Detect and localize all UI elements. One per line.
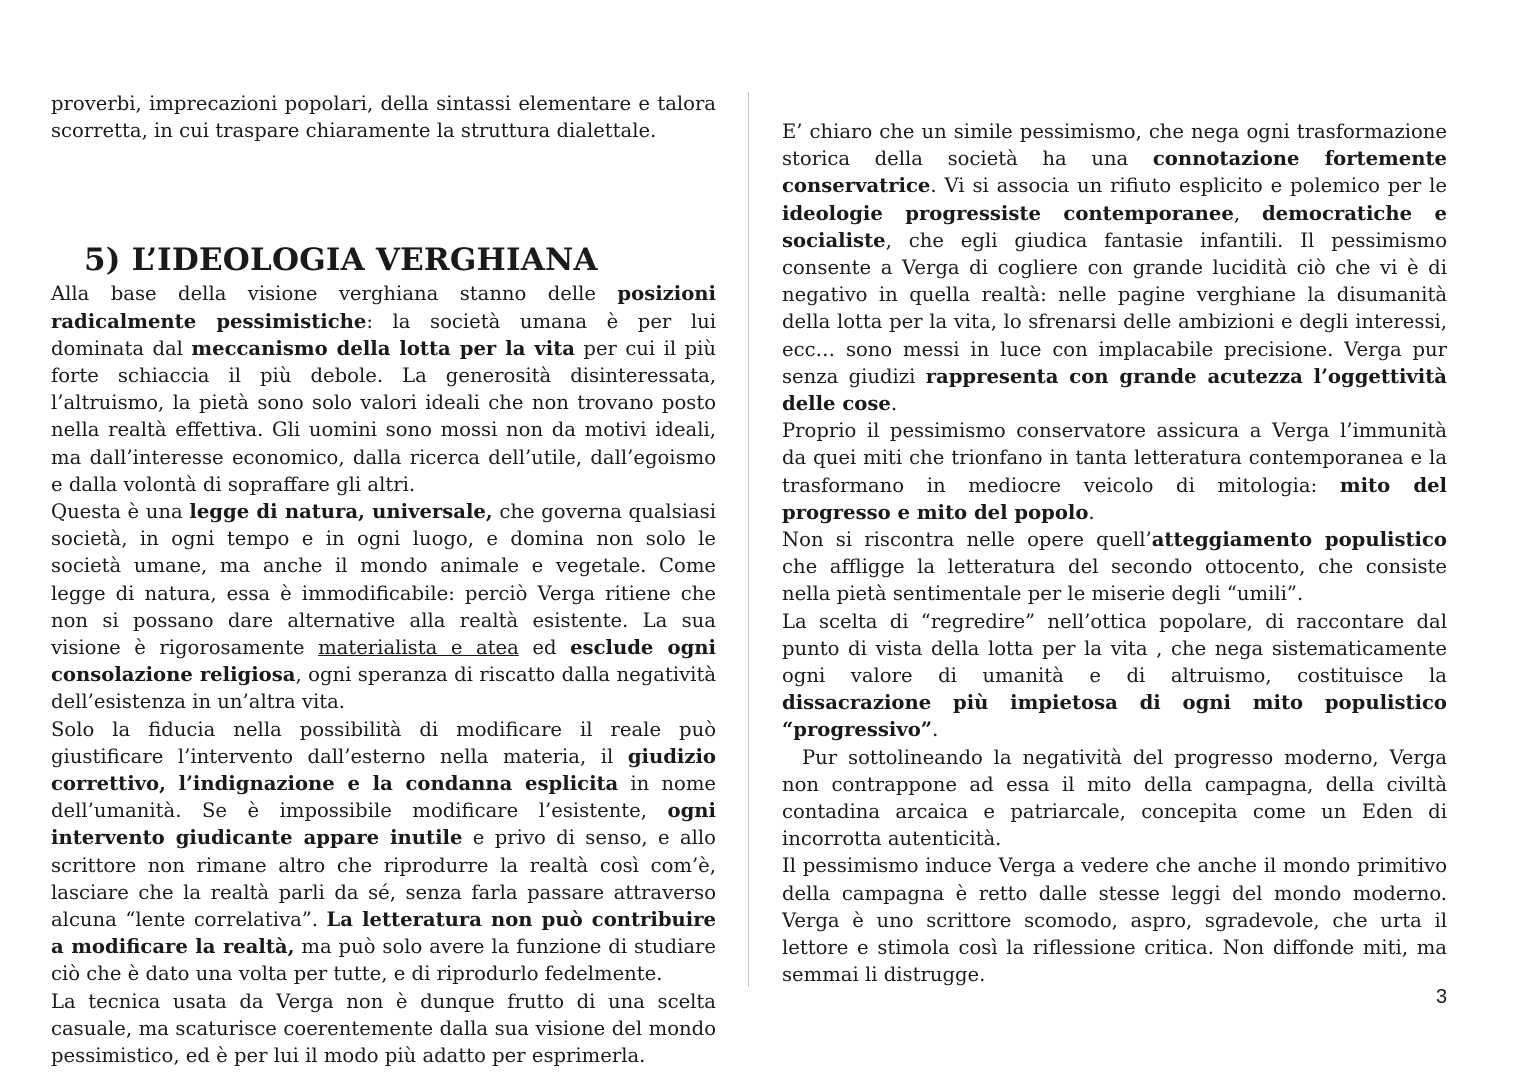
paragraph-ideology-1: Alla base della visione verghiana stanno delle posizioni radicalmente pessimistiche: la società umana è per lui dominata dal meccanismo della lotta per la vita per cui il più forte schiaccia il più debole. La generosità disinteressata, l’altruismo, la pietà sono solo valori ideali che non trovano posto nella realtà effettiva. Gli uomini sono mossi non da motivi ideali, ma dall’interesse economico, dalla ricerca dell’utile, dall’egoismo e dalla volontà di sopraffare gli altri. (51, 282, 716, 496)
paragraph-pessimism-5: Pur sottolineando la negatività del progresso moderno, Verga non contrappone ad essa il mito della campagna, della civiltà contadina arcaica e patriarcale, concepita come un Eden di incorrotta autenticità. (782, 745, 1447, 851)
paragraph-pessimism-4: La scelta di “regredire” nell’ottica popolare, di raccontare dal punto di vista della lotta per la vita , che nega sistematicamente ogni valore di umanità e di altruismo, costituisce la dissacrazione più impietosa di ogni mito populistico “progressivo”. (782, 609, 1447, 742)
paragraph-pessimism-3: Non si riscontra nelle opere quell’atteggiamento populistico che affligge la letteratura del secondo ottocento, che consiste nella pietà sentimentale per le miserie degli “umili”. (782, 528, 1447, 606)
paragraph-pessimism-1: E’ chiaro che un simile pessimismo, che nega ogni trasformazione storica della società ha una connotazione fortemente conservatrice. Vi si associa un rifiuto esplicito e polemico per le ideologie progressiste contemporanee, democratiche e socialiste, che egli giudica fantasie infantili. Il pessimismo consente a Verga di cogliere con grande lucidità ciò che vi è di negativo in quella realtà: nelle pagine verghiane la disumanità della lotta per la vita, lo sfrenarsi delle ambizioni e degli interessi, ecc… sono messi in luce con implacabile precisione. Verga pur senza giudizi rappresenta con grande acutezza l’oggettività delle cose. (782, 120, 1447, 416)
column-divider (748, 92, 749, 987)
paragraph-ideology-3: Solo la fiducia nella possibilità di modificare il reale può giustificare l’intervento dall’esterno nella materia, il giudizio correttivo, l’indignazione e la condanna esplicita in nome dell’umanità. Se è impossibile modificare l’esistente, ogni intervento giudicante appare inutile e privo di senso, e allo scrittore non rimane altro che riprodurre la realtà così com’è, lasciare che la realtà parli da sé, senza farla passare attraverso alcuna “lente correlativa”. La letteratura non può contribuire a modificare la realtà, ma può solo avere la funzione di studiare ciò che è dato una volta per tutte, e di riprodurlo fedelmente. (51, 717, 717, 986)
page-number: 3 (1436, 986, 1448, 1008)
paragraph-pessimism-2: Proprio il pessimismo conservatore assicura a Verga l’immunità da quei miti che trionfano in tanta letteratura contemporanea e la trasformano in mediocre veicolo di mitologia: mito del progresso e mito del popolo. (782, 419, 1447, 524)
section-heading: 5) L’IDEOLOGIA VERGHIANA (84, 242, 598, 279)
left-column (51, 90, 716, 1069)
paragraph-ideology-2: Questa è una legge di natura, universale, che governa qualsiasi società, in ogni tempo e in ogni luogo, e domina non solo le società umane, ma anche il mondo animale e vegetale. Come legge di natura, essa è immodificabile: perciò Verga ritiene che non si possano dare alternative alla realtà esistente. La sua visione è rigorosamente materialista e atea ed esclude ogni consolazione religiosa, ogni speranza di riscatto dalla negatività dell’esistenza in un’altra vita. (51, 500, 716, 714)
paragraph-pessimism-6: Il pessimismo induce Verga a vedere che anche il mondo primitivo della campagna è retto dalle stesse leggi del mondo moderno. Verga è uno scrittore scomodo, aspro, sgradevole, che urta il lettore e stimola così la riflessione critica. Non diffonde miti, ma semmai li distrugge. (782, 854, 1447, 987)
right-column (782, 118, 1447, 989)
intro-paragraph: proverbi, imprecazioni popolari, della sintassi elementare e talora scorretta, in cui traspare chiaramente la struttura dialettale. (51, 92, 716, 143)
paragraph-ideology-4: La tecnica usata da Verga non è dunque frutto di una scelta casuale, ma scaturisce coerentemente dalla sua visione del mondo pessimistico, ed è per lui il modo più adatto per esprimerla. (51, 989, 716, 1068)
